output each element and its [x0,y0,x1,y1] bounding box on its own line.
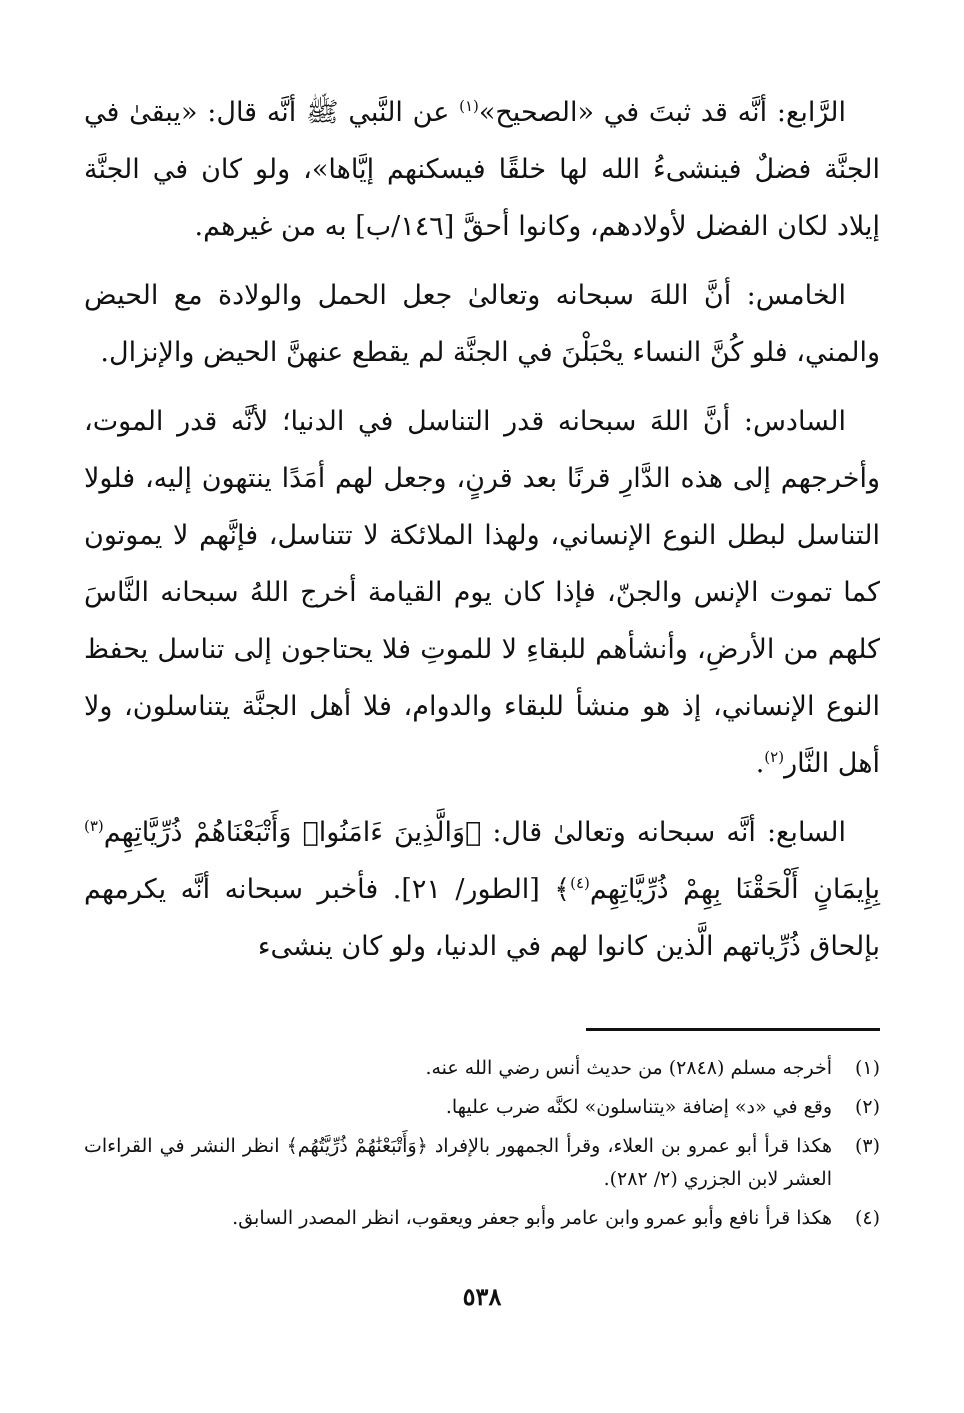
footnote-text: أخرجه مسلم (٢٨٤٨) من حديث أنس رضي الله عنه. [425,1057,832,1079]
quran-verse: بِإِيمَانٍ أَلْحَقْنَا بِهِمْ ذُرِّيَّاتِهِم [589,874,880,905]
footnote-text-part: انظر النشر في القراءات العشر لابن الجزري (٢/ ٢٨٢). [84,1135,832,1190]
paragraph-fourth [84,84,880,255]
footnote-text: وقع في «د» إضافة «يتناسلون» لكنَّه ضرب عليها. [445,1096,832,1118]
footnote-number: (٤) [854,1207,880,1229]
quran-verse-end: ﴾ [554,874,571,905]
footnote-reference[interactable]: (١) [459,97,479,115]
paragraph-text: الخامس: أنَّ اللهَ سبحانه وتعالىٰ جعل الحمل والولادة مع الحيض والمني، فلو كُنَّ النساء يحْبَلْنَ في الجنَّة لم يقطع عنهنَّ الحيض والإنزال. [84,280,880,368]
paragraph-seventh [84,804,880,975]
footnote-divider [586,1028,880,1031]
paragraph-text: عن النَّبي ﷺ أنَّه قال: «يبقىٰ في الجنَّة فضلٌ فينشىءُ الله لها خلقًا فيسكنهم إيَّاها»، ولو كان في الجنَّة إيلاد لكان الفضل لأولادهم، وكانوا أحقَّ [١٤٦/ب] به من غيرهم. [84,97,880,242]
footnotes [84,1052,880,1241]
footnote-reference[interactable]: (٣) [84,817,104,835]
footnote-number: (٢) [854,1096,880,1118]
paragraph-text: السابع: أنَّه سبحانه وتعالىٰ قال: [481,817,846,848]
page-number: ٥٣٨ [462,1282,502,1311]
paragraph-fifth [84,267,880,381]
footnote-reference[interactable]: (٤) [570,874,590,892]
footnote-3 [84,1130,880,1196]
footnote-4 [84,1202,880,1235]
footnote-number: (٣) [854,1135,880,1157]
paragraph-sixth [84,393,880,792]
paragraph-text: الرَّابع: أنَّه قد ثبتَ في «الصحيح» [478,97,846,128]
quran-verse: ﴿وَأَتْبَعْنَٰهُمْ ذُرِّيَّتُهُم﴾ [286,1135,428,1157]
footnote-text: هكذا قرأ نافع وأبو عمرو وابن عامر وأبو جعفر ويعقوب، انظر المصدر السابق. [232,1207,832,1229]
paragraph-text: السادس: أنَّ اللهَ سبحانه قدر التناسل في الدنيا؛ لأنَّه قدر الموت، وأخرجهم إلى هذه الدَّارِ قرنًا بعد قرنٍ، وجعل لهم أمَدًا ينتهون إليه، فلولا التناسل لبطل النوع الإنساني، ولهذا الملائكة لا تتناسل، فإنَّهم لا يموتون كما تموت الإنس والجنّ، فإذا كان يوم القيامة أخرج اللهُ سبحانه النَّاسَ كلهم من الأرضِ، وأنشأهم للبقاءِ لا للموتِ فلا يحتاجون إلى تناسل يحفظ النوع الإنساني، إذ هو منشأ للبقاء والدوام، فلا أهل الجنَّة يتناسلون، ولا أهل النَّار [84,406,880,779]
footnote-1 [84,1052,880,1085]
footnote-text [84,1130,832,1196]
paragraph-text: . [755,748,765,779]
footnote-text-part: هكذا قرأ أبو عمرو بن العلاء، وقرأ الجمهور بالإفراد [427,1135,832,1157]
footnote-2 [84,1091,880,1124]
footnote-reference[interactable]: (٢) [764,748,785,766]
quran-verse: ﴿وَالَّذِينَ ءَامَنُوا۟ وَأَتْبَعْنَاهُمْ ذُرِّيَّاتِهِم [103,817,482,848]
paragraph-text: [الطور/ ٢١]. فأخبر سبحانه أنَّه يكرمهم بإلحاق ذُرِّياتهم الَّذين كانوا لهم في الدنيا، ولو كان ينشىء [84,874,880,962]
main-text [84,84,880,987]
footnote-number: (١) [854,1057,880,1079]
